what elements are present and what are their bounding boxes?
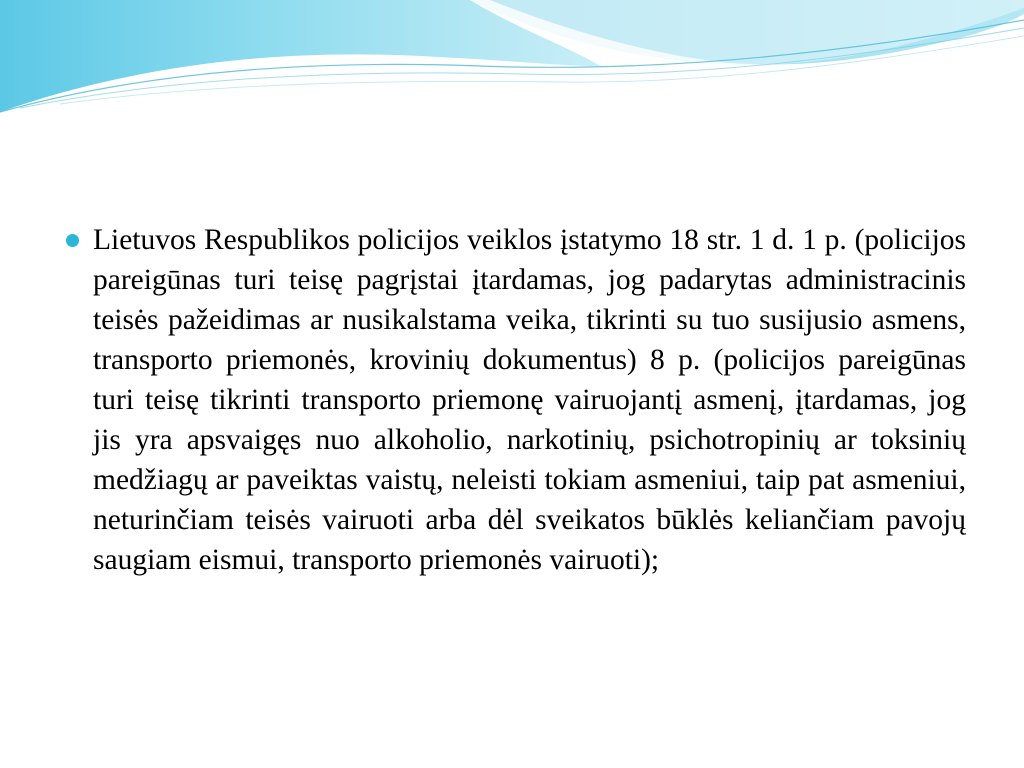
bullet-item xyxy=(66,220,966,580)
header-wave-decoration xyxy=(0,0,1024,130)
bullet-list xyxy=(66,220,966,580)
bullet-dot-icon xyxy=(66,234,79,247)
bullet-text: Lietuvos Respublikos policijos veiklos įstatymo 18 str. 1 d. 1 p. (policijos pareigūnas turi teisę pagrįstai įtardamas, jog padarytas administracinis teisės pažeidimas ar nusikalstama veika, tikrinti su tuo susijusio asmens, transporto priemonės, krovinių dokumentus) 8 p. (policijos pareigūnas turi teisę tikrinti transporto priemonę vairuojantį asmenį, įtardamas, jog jis yra apsvaigęs nuo alkoholio, narkotinių, psichotropinių ar toksinių medžiagų ar paveiktas vaistų, neleisti tokiam asmeniui, taip pat asmeniui, neturinčiam teisės vairuoti arba dėl sveikatos būklės keliančiam pavojų saugiam eismui, transporto priemonės vairuoti); xyxy=(93,224,966,576)
